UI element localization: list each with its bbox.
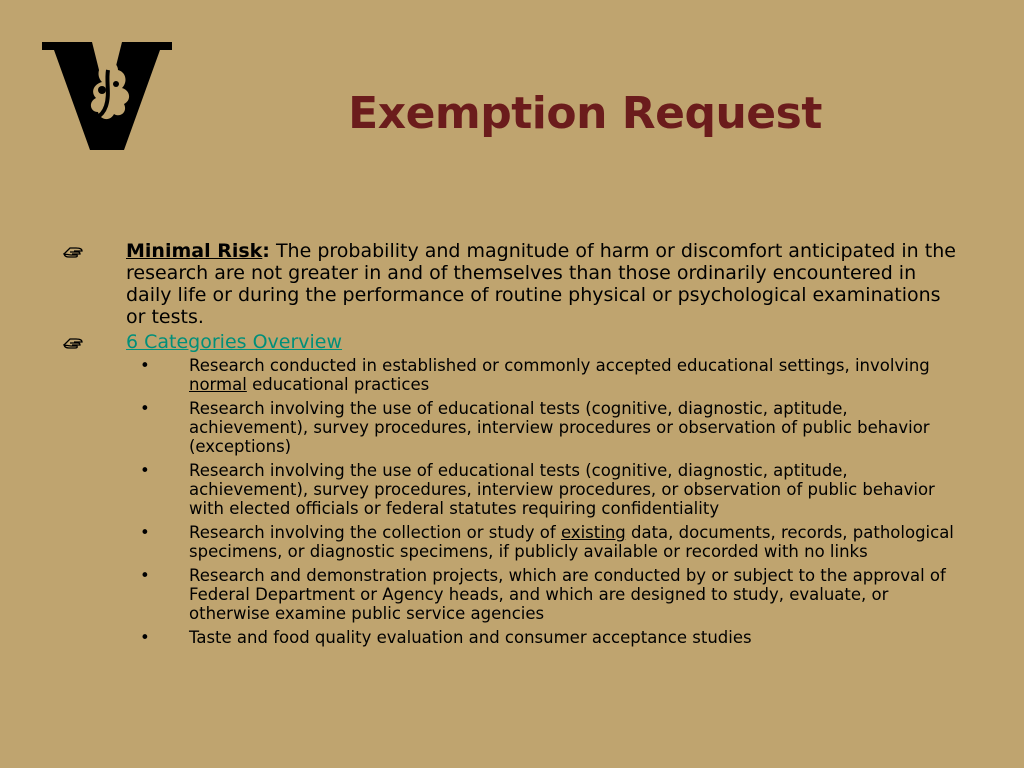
term-colon: : <box>262 240 270 262</box>
list-item <box>62 461 962 518</box>
list-item-text-end: data, documents, records, pathological specimens, or diagnostic specimens, if publicly available or recorded with no links <box>189 523 954 561</box>
slide-title: Exemption Request <box>348 88 822 139</box>
bullet-dot: • <box>140 628 150 647</box>
list-item-text: Research involving the use of educational tests (cognitive, diagnostic, aptitude, achievement), survey procedures, interview procedures, or observation of public behavior with elected officials or federal statutes requiring confidentiality <box>189 461 935 518</box>
bullet-minimal-risk <box>62 240 962 328</box>
minimal-risk-term: Minimal Risk <box>126 240 263 262</box>
list-item-text: Taste and food quality evaluation and consumer acceptance studies <box>189 628 752 647</box>
bullet-dot: • <box>140 523 150 542</box>
list-item <box>62 356 962 394</box>
list-item-text: Research and demonstration projects, which are conducted by or subject to the approval of Federal Department or Agency heads, and which are designed to study, evaluate, or otherwise examine public service agencies <box>189 566 946 623</box>
categories-list <box>62 356 962 647</box>
list-item-text: Research conducted in established or commonly accepted educational settings, involving <box>189 356 930 375</box>
bullet-categories <box>62 331 962 353</box>
minimal-risk-definition: The probability and magnitude of harm or discomfort anticipated in the research are not greater in and of themselves than those ordinarily encountered in daily life or during the performance of routine physical or psychological examinations or tests. <box>126 240 956 328</box>
pointing-hand-icon <box>62 242 84 260</box>
underlined-word: existing <box>560 523 626 542</box>
bullet-dot: • <box>140 461 150 480</box>
list-item-text-end: educational practices <box>246 375 430 394</box>
list-item <box>62 399 962 456</box>
bullet-dot: • <box>140 566 150 585</box>
slide-content <box>62 240 962 652</box>
list-item <box>62 523 962 561</box>
categories-overview-link[interactable]: 6 Categories Overview <box>126 331 343 353</box>
list-item-text: Research involving the use of educational tests (cognitive, diagnostic, aptitude, achievement), survey procedures, interview procedures or observation of public behavior (exceptions) <box>189 399 930 456</box>
vanderbilt-v-logo <box>40 40 174 152</box>
underlined-word: normal <box>189 375 247 394</box>
list-item-text: Research involving the collection or study of <box>189 523 561 542</box>
list-item <box>62 628 962 647</box>
list-item <box>62 566 962 623</box>
pointing-hand-icon <box>62 333 84 351</box>
bullet-dot: • <box>140 399 150 418</box>
bullet-dot: • <box>140 356 150 375</box>
